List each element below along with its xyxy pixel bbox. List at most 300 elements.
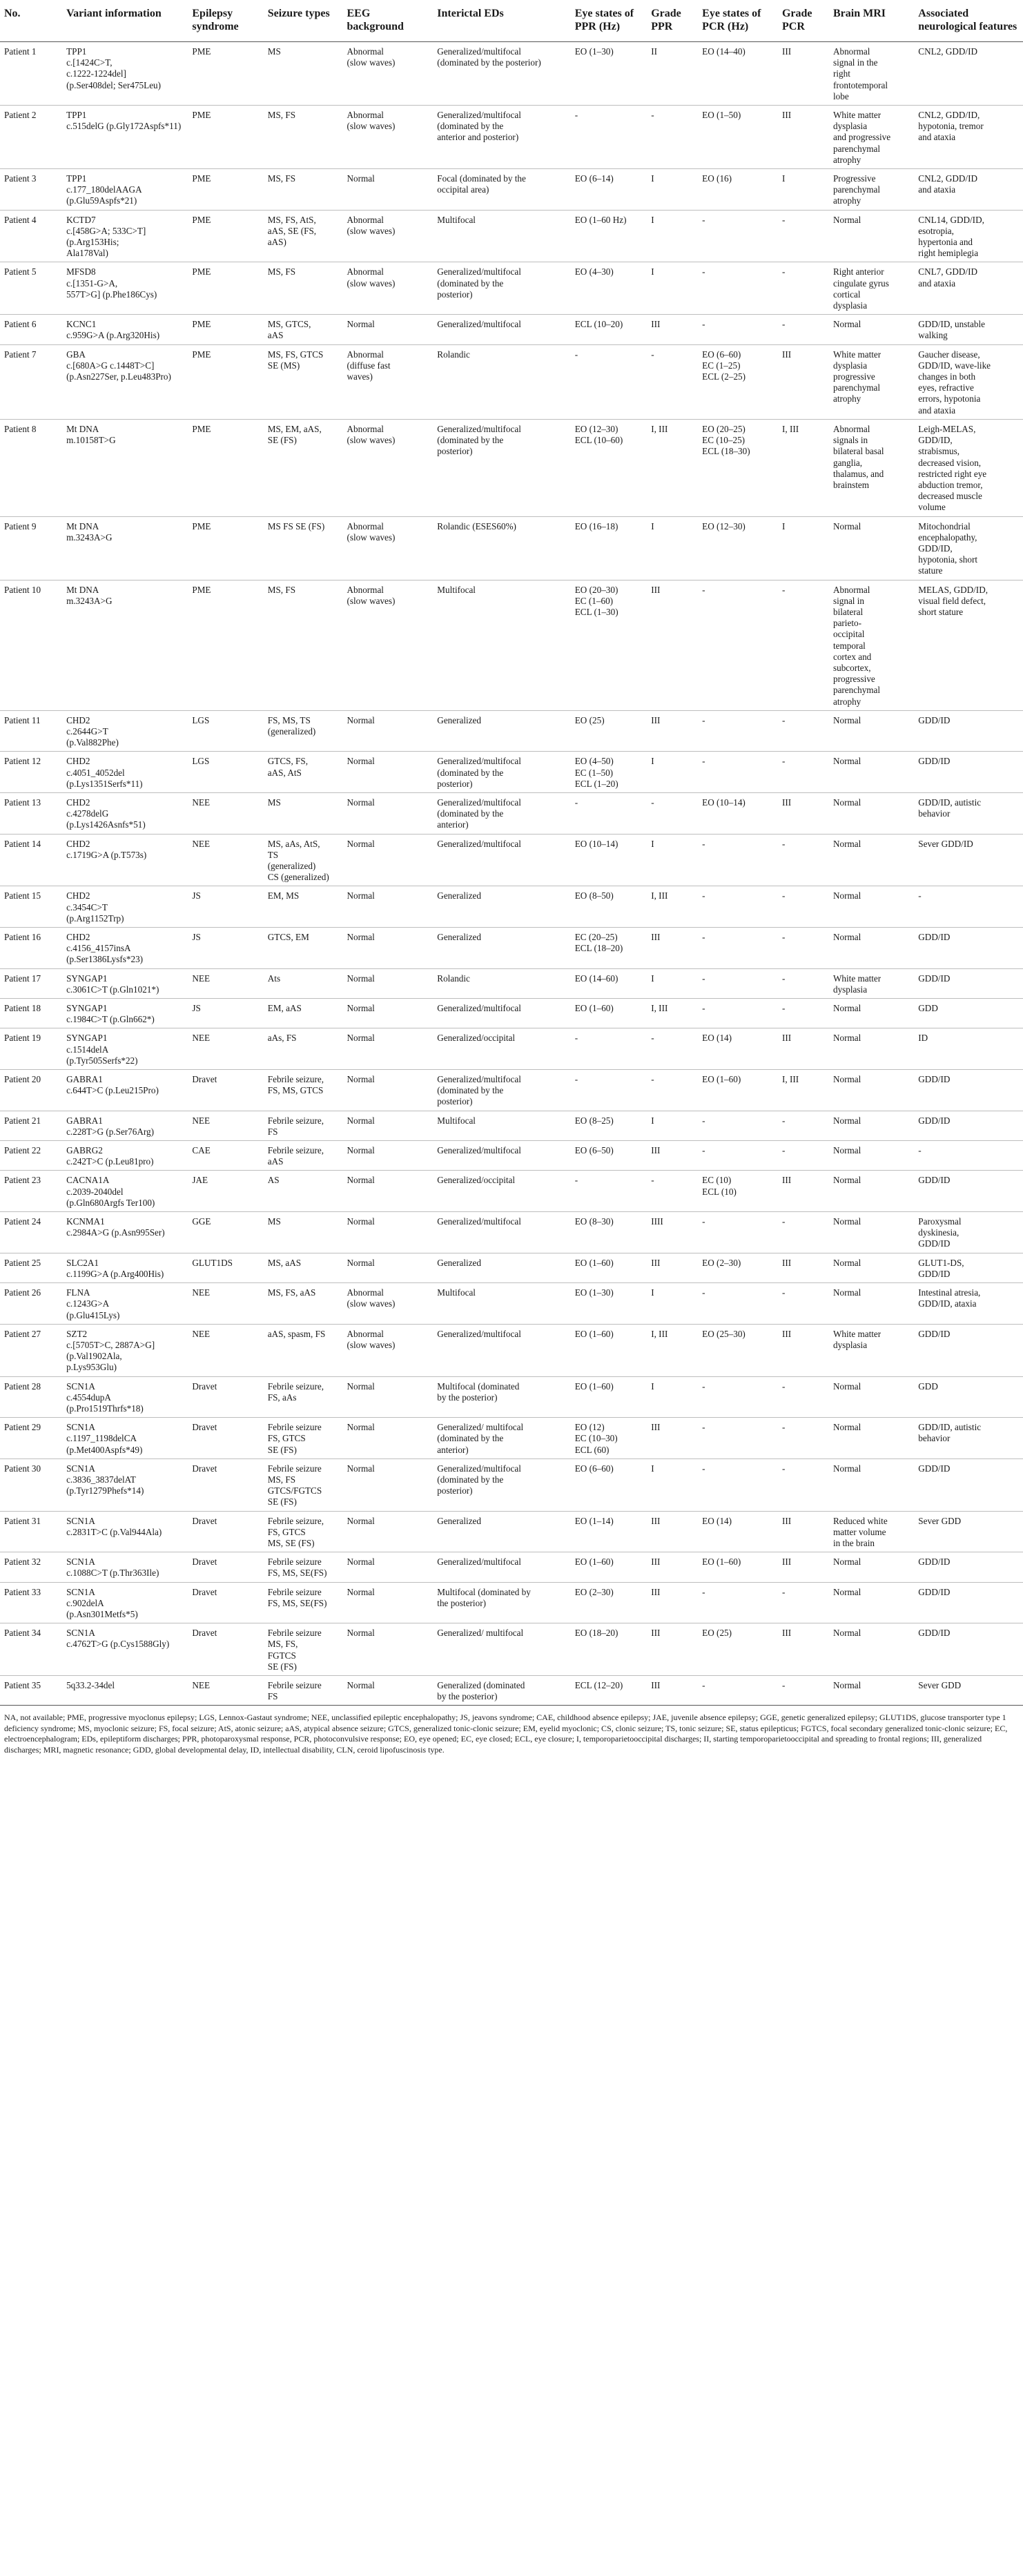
column-header: Associated neurological features [914, 0, 1023, 42]
table-cell: EO (1–60 Hz) [571, 210, 647, 262]
table-cell: MS, EM, aAS, SE (FS) [264, 419, 343, 516]
table-row [0, 1253, 1023, 1282]
table-cell: MS, FS [264, 580, 343, 710]
table-cell: I [647, 834, 698, 886]
table-cell: - [778, 1212, 829, 1253]
table-cell: - [647, 344, 698, 419]
table-cell: CHD2 c.4051_4052del (p.Lys1351Serfs*11) [62, 752, 188, 793]
table-cell: Normal [829, 1458, 914, 1511]
table-cell: - [698, 1111, 778, 1140]
table-cell: Normal [342, 1070, 433, 1111]
table-cell: Normal [342, 710, 433, 752]
table-cell: EO (14–60) [571, 968, 647, 998]
table-cell: Normal [342, 752, 433, 793]
table-cell: Normal [829, 1675, 914, 1705]
table-cell: Normal [342, 968, 433, 998]
table-cell: Generalized/multifocal (dominated by the posterior) [433, 1458, 570, 1511]
table-cell: - [698, 752, 778, 793]
table-cell: TPP1 c.515delG (p.Gly172Aspfs*11) [62, 106, 188, 169]
table-cell: NEE [188, 1283, 263, 1325]
table-cell: GBA c.[680A>G c.1448T>C] (p.Asn227Ser, p.Leu483Pro) [62, 344, 188, 419]
table-cell: Generalized [433, 1511, 570, 1552]
table-cell: I [647, 752, 698, 793]
table-cell: MS [264, 792, 343, 834]
table-cell: - [698, 262, 778, 315]
table-cell: GDD/ID [914, 968, 1023, 998]
table-row [0, 1376, 1023, 1418]
table-cell: - [698, 999, 778, 1028]
table-cell: Normal [829, 710, 914, 752]
table-cell: I [647, 516, 698, 580]
table-cell: PME [188, 169, 263, 211]
table-cell: Febrile seizure FS [264, 1675, 343, 1705]
table-cell: SCN1A c.1088C>T (p.Thr363Ile) [62, 1552, 188, 1582]
table-cell: Patient 16 [0, 928, 62, 969]
table-cell: Patient 17 [0, 968, 62, 998]
table-cell: EM, MS [264, 886, 343, 928]
table-cell: - [698, 1376, 778, 1418]
column-header: Epilepsy syndrome [188, 0, 263, 42]
table-cell: MS, GTCS, aAS [264, 315, 343, 344]
table-cell: - [778, 1582, 829, 1623]
table-cell: Intestinal atresia, GDD/ID, ataxia [914, 1283, 1023, 1325]
table-cell: Reduced white matter volume in the brain [829, 1511, 914, 1552]
table-cell: Patient 26 [0, 1283, 62, 1325]
table-cell: I [647, 169, 698, 211]
table-cell: Patient 5 [0, 262, 62, 315]
table-row [0, 516, 1023, 580]
table-cell: I [647, 262, 698, 315]
table-cell: Patient 23 [0, 1171, 62, 1212]
table-cell: Generalized/occipital [433, 1028, 570, 1070]
table-cell: EO (16) [698, 169, 778, 211]
table-cell: CNL7, GDD/ID and ataxia [914, 262, 1023, 315]
table-cell: Abnormal (slow waves) [342, 1324, 433, 1376]
table-cell: I, III [647, 886, 698, 928]
table-row [0, 1171, 1023, 1212]
table-row [0, 1458, 1023, 1511]
table-cell: LGS [188, 710, 263, 752]
table-cell: Dravet [188, 1623, 263, 1676]
table-cell: Multifocal (dominated by the posterior) [433, 1582, 570, 1623]
table-cell: - [698, 1418, 778, 1459]
table-cell: EO (8–50) [571, 886, 647, 928]
table-cell: Normal [829, 516, 914, 580]
table-cell: GDD [914, 1376, 1023, 1418]
table-cell: Patient 25 [0, 1253, 62, 1282]
table-cell: - [647, 792, 698, 834]
table-cell: GTCS, EM [264, 928, 343, 969]
table-cell: Dravet [188, 1376, 263, 1418]
table-cell: SCN1A c.3836_3837delAT (p.Tyr1279Phefs*14) [62, 1458, 188, 1511]
table-cell: EO (18–20) [571, 1623, 647, 1676]
table-cell: Patient 15 [0, 886, 62, 928]
table-cell: Generalized [433, 710, 570, 752]
table-cell: GDD/ID [914, 1171, 1023, 1212]
table-cell: - [571, 1028, 647, 1070]
table-cell: White matter dysplasia [829, 1324, 914, 1376]
table-cell: Normal [342, 999, 433, 1028]
table-cell: - [647, 1070, 698, 1111]
table-cell: EO (1–50) [698, 106, 778, 169]
table-row [0, 886, 1023, 928]
table-cell: KCTD7 c.[458G>A; 533C>T] (p.Arg153His; Ala178Val) [62, 210, 188, 262]
table-cell: Patient 19 [0, 1028, 62, 1070]
table-cell: Normal [342, 792, 433, 834]
table-cell: Patient 35 [0, 1675, 62, 1705]
table-cell: GDD [914, 999, 1023, 1028]
table-cell: NEE [188, 1028, 263, 1070]
table-cell: CNL2, GDD/ID [914, 42, 1023, 106]
table-cell: Patient 27 [0, 1324, 62, 1376]
table-cell: - [698, 1458, 778, 1511]
table-cell: Febrile seizure, FS [264, 1111, 343, 1140]
table-cell: Normal [829, 1141, 914, 1171]
table-cell: I, III [778, 419, 829, 516]
table-cell: White matter dysplasia and progressive parenchymal atrophy [829, 106, 914, 169]
table-cell: Abnormal (slow waves) [342, 1283, 433, 1325]
table-cell: II [647, 42, 698, 106]
table-cell: MS, aAS [264, 1253, 343, 1282]
table-cell: III [647, 1675, 698, 1705]
table-row [0, 1283, 1023, 1325]
table-cell: EO (20–30) EC (1–60) ECL (1–30) [571, 580, 647, 710]
table-cell: MS [264, 42, 343, 106]
table-row [0, 106, 1023, 169]
table-cell: SLC2A1 c.1199G>A (p.Arg400His) [62, 1253, 188, 1282]
table-cell: I [647, 968, 698, 998]
table-cell: Abnormal (slow waves) [342, 42, 433, 106]
table-cell: GABRA1 c.644T>C (p.Leu215Pro) [62, 1070, 188, 1111]
table-footnote: NA, not available; PME, progressive myoclonus epilepsy; LGS, Lennox-Gastaut syndrome; NEE, unclassified epileptic encephalopathy; JS, jeavons syndrome; CAE, childhood absence epilepsy; JAE, juvenile absence epilepsy; GGE, genetic generalized epilepsy; GLUT1DS, glucose transporter type 1 deficiency syndrome; MS, myoclonic seizure; FS, focal seizure; AtS, atonic seizure; aAS, atypical absence seizure; GTCS, generalized tonic-clonic seizure; EM, eyelid myoclonic; CS, clonic seizure; TS, tonic seizure; SE, status epilepticus; FGTCS, focal secondary generalized tonic-clonic seizure; EC, electroencephalogram; EDs, epileptiform discharges; PPR, photoparoxysmal response, PCR, photoconvulsive response; EO, eye opened; EC, eye closed; ECL, eye closure; I, temporoparietooccipital discharges; II, starting temporoparietooccipital and spreading to frontal regions; III, generalized discharges; MRI, magnetic resonance; GDD, global developmental delay, ID, intellectual disability, CLN, ceroid lipofuscinosis type. [4, 1713, 1008, 1755]
table-cell: Patient 34 [0, 1623, 62, 1676]
table-cell: Patient 20 [0, 1070, 62, 1111]
table-cell: Normal [342, 886, 433, 928]
table-cell: NEE [188, 1675, 263, 1705]
table-row [0, 419, 1023, 516]
table-cell: GDD/ID [914, 1458, 1023, 1511]
table-cell: GDD/ID [914, 1623, 1023, 1676]
table-cell: III [647, 1623, 698, 1676]
table-cell: Normal [342, 1111, 433, 1140]
table-cell: - [698, 928, 778, 969]
table-cell: Normal [829, 315, 914, 344]
table-row [0, 42, 1023, 106]
table-row [0, 752, 1023, 793]
table-cell: I [647, 1111, 698, 1140]
table-cell: III [778, 1171, 829, 1212]
table-cell: Normal [829, 1212, 914, 1253]
table-cell: Generalized/ multifocal [433, 1623, 570, 1676]
table-cell: Patient 2 [0, 106, 62, 169]
table-cell: - [698, 834, 778, 886]
column-header: Grade PPR [647, 0, 698, 42]
table-cell: III [647, 1418, 698, 1459]
table-cell: CAE [188, 1141, 263, 1171]
table-cell: AS [264, 1171, 343, 1212]
table-cell: Abnormal signal in bilateral parieto- occipital temporal cortex and subcortex, progressive parenchymal atrophy [829, 580, 914, 710]
column-header: Interictal EDs [433, 0, 570, 42]
table-cell: Normal [829, 1283, 914, 1325]
table-cell: III [647, 1511, 698, 1552]
table-cell: Normal [829, 886, 914, 928]
table-cell: III [778, 106, 829, 169]
table-cell: JS [188, 999, 263, 1028]
table-cell: Patient 9 [0, 516, 62, 580]
table-cell: Generalized/multifocal [433, 834, 570, 886]
column-header: Brain MRI [829, 0, 914, 42]
table-cell: EO (6–50) [571, 1141, 647, 1171]
table-cell: GLUT1DS [188, 1253, 263, 1282]
table-cell: Normal [829, 1582, 914, 1623]
table-cell: EO (1–60) [571, 1376, 647, 1418]
table-cell: NEE [188, 968, 263, 998]
table-cell: Rolandic [433, 968, 570, 998]
table-cell: - [778, 1418, 829, 1459]
table-cell: CNL14, GDD/ID, esotropia, hypertonia and right hemiplegia [914, 210, 1023, 262]
table-cell: Normal [342, 1458, 433, 1511]
table-cell: Febrile seizure MS, FS GTCS/FGTCS SE (FS) [264, 1458, 343, 1511]
column-header: Eye states of PCR (Hz) [698, 0, 778, 42]
table-cell: Patient 32 [0, 1552, 62, 1582]
table-cell: Abnormal (slow waves) [342, 419, 433, 516]
table-cell: - [571, 1070, 647, 1111]
table-cell: PME [188, 344, 263, 419]
table-cell: Patient 14 [0, 834, 62, 886]
table-cell: SCN1A c.2831T>C (p.Val944Ala) [62, 1511, 188, 1552]
table-cell: JAE [188, 1171, 263, 1212]
table-cell: GDD/ID [914, 1324, 1023, 1376]
table-cell: MS, FS [264, 169, 343, 211]
table-cell: EO (25) [698, 1623, 778, 1676]
table-cell: III [778, 792, 829, 834]
table-cell: Rolandic [433, 344, 570, 419]
table-cell: Febrile seizure, FS, MS, GTCS [264, 1070, 343, 1111]
table-cell: Generalized [433, 1253, 570, 1282]
table-row [0, 1070, 1023, 1111]
table-cell: - [778, 1376, 829, 1418]
table-cell: III [647, 580, 698, 710]
table-cell: Multifocal [433, 580, 570, 710]
table-cell: JS [188, 886, 263, 928]
table-cell: - [778, 1675, 829, 1705]
table-row [0, 1582, 1023, 1623]
table-cell: EO (4–30) [571, 262, 647, 315]
table-cell: Sever GDD [914, 1511, 1023, 1552]
table-cell: Ats [264, 968, 343, 998]
table-cell: EO (10–14) [571, 834, 647, 886]
table-cell: CHD2 c.1719G>A (p.T573s) [62, 834, 188, 886]
table-row [0, 710, 1023, 752]
table-cell: PME [188, 106, 263, 169]
table-cell: - [778, 886, 829, 928]
table-cell: EO (10–14) [698, 792, 778, 834]
table-cell: I, III [647, 1324, 698, 1376]
table-cell: MS, FS [264, 106, 343, 169]
table-cell: Generalized/multifocal (dominated by the posterior) [433, 42, 570, 106]
table-cell: - [914, 1141, 1023, 1171]
table-cell: - [778, 315, 829, 344]
table-cell: Abnormal signal in the right frontotemporal lobe [829, 42, 914, 106]
column-header: EEG background [342, 0, 433, 42]
table-cell: GDD/ID, autistic behavior [914, 1418, 1023, 1459]
table-cell: Patient 29 [0, 1418, 62, 1459]
table-cell: - [698, 580, 778, 710]
table-row [0, 262, 1023, 315]
table-cell: EO (14) [698, 1028, 778, 1070]
table-cell: - [698, 968, 778, 998]
table-cell: GDD/ID [914, 1070, 1023, 1111]
table-cell: GTCS, FS, aAS, AtS [264, 752, 343, 793]
table-cell: - [571, 106, 647, 169]
table-cell: 5q33.2-34del [62, 1675, 188, 1705]
table-row [0, 580, 1023, 710]
table-cell: EO (12) EC (10–30) ECL (60) [571, 1418, 647, 1459]
table-cell: III [647, 1552, 698, 1582]
table-cell: Generalized/multifocal [433, 1324, 570, 1376]
table-cell: NEE [188, 792, 263, 834]
table-cell: MS, FS [264, 262, 343, 315]
table-cell: EO (1–60) [571, 1552, 647, 1582]
table-cell: Mitochondrial encephalopathy, GDD/ID, hypotonia, short stature [914, 516, 1023, 580]
table-cell: EO (1–14) [571, 1511, 647, 1552]
table-cell: III [778, 1552, 829, 1582]
table-cell: Abnormal (slow waves) [342, 516, 433, 580]
table-cell: III [647, 1253, 698, 1282]
table-cell: Febrile seizure, FS, aAs [264, 1376, 343, 1418]
table-cell: - [571, 344, 647, 419]
table-cell: - [698, 1141, 778, 1171]
table-cell: I [778, 169, 829, 211]
table-cell: Focal (dominated by the occipital area) [433, 169, 570, 211]
table-cell: LGS [188, 752, 263, 793]
table-cell: GDD/ID [914, 928, 1023, 969]
table-cell: MS, FS, AtS, aAS, SE (FS, aAS) [264, 210, 343, 262]
table-cell: Febrile seizure, aAS [264, 1141, 343, 1171]
table-cell: I, III [647, 419, 698, 516]
table-cell: Normal [342, 1582, 433, 1623]
table-row [0, 1552, 1023, 1582]
table-cell: GLUT1-DS, GDD/ID [914, 1253, 1023, 1282]
table-cell: Progressive parenchymal atrophy [829, 169, 914, 211]
table-cell: Febrile seizure FS, MS, SE(FS) [264, 1582, 343, 1623]
table-header [0, 0, 1023, 42]
table-cell: MS [264, 1212, 343, 1253]
table-cell: I, III [778, 1070, 829, 1111]
table-cell: EC (10) ECL (10) [698, 1171, 778, 1212]
table-cell: CHD2 c.3454C>T (p.Arg1152Trp) [62, 886, 188, 928]
table-cell: III [647, 928, 698, 969]
table-cell: EC (20–25) ECL (18–20) [571, 928, 647, 969]
table-cell: I, III [647, 999, 698, 1028]
table-cell: EO (6–60) [571, 1458, 647, 1511]
table-row [0, 315, 1023, 344]
table-cell: EO (12–30) [698, 516, 778, 580]
table-cell: Normal [342, 1253, 433, 1282]
table-cell: GABRG2 c.242T>C (p.Leu81pro) [62, 1141, 188, 1171]
table-cell: EO (12–30) ECL (10–60) [571, 419, 647, 516]
table-cell: EO (20–25) EC (10–25) ECL (18–30) [698, 419, 778, 516]
table-cell: III [778, 1253, 829, 1282]
table-cell: Generalized/multifocal [433, 999, 570, 1028]
table-cell: EO (6–14) [571, 169, 647, 211]
table-cell: - [778, 1141, 829, 1171]
table-cell: Normal [829, 1418, 914, 1459]
table-cell: Patient 13 [0, 792, 62, 834]
table-cell: Patient 33 [0, 1582, 62, 1623]
table-cell: Abnormal signals in bilateral basal ganglia, thalamus, and brainstem [829, 419, 914, 516]
table-cell: EO (8–30) [571, 1212, 647, 1253]
table-cell: I [778, 516, 829, 580]
table-cell: JS [188, 928, 263, 969]
table-cell: TPP1 c.[1424C>T, c.1222-1224del] (p.Ser408del; Ser475Leu) [62, 42, 188, 106]
table-cell: EO (14–40) [698, 42, 778, 106]
table-cell: Mt DNA m.3243A>G [62, 516, 188, 580]
table-cell: - [647, 1171, 698, 1212]
table-cell: Patient 21 [0, 1111, 62, 1140]
table-cell: Abnormal (diffuse fast waves) [342, 344, 433, 419]
table-cell: GDD/ID, unstable walking [914, 315, 1023, 344]
table-cell: Patient 18 [0, 999, 62, 1028]
table-row [0, 792, 1023, 834]
table-cell: Rolandic (ESES60%) [433, 516, 570, 580]
table-cell: PME [188, 419, 263, 516]
table-cell: Patient 30 [0, 1458, 62, 1511]
table-cell: - [914, 886, 1023, 928]
table-cell: EO (25) [571, 710, 647, 752]
table-cell: SYNGAP1 c.1514delA (p.Tyr505Serfs*22) [62, 1028, 188, 1070]
table-row [0, 1028, 1023, 1070]
table-cell: GGE [188, 1212, 263, 1253]
table-cell: Normal [829, 1376, 914, 1418]
table-cell: III [647, 315, 698, 344]
table-cell: - [778, 752, 829, 793]
table-cell: Patient 31 [0, 1511, 62, 1552]
table-cell: Dravet [188, 1418, 263, 1459]
table-cell: EO (16–18) [571, 516, 647, 580]
table-cell: Febrile seizure FS, GTCS SE (FS) [264, 1418, 343, 1459]
table-cell: Multifocal (dominated by the posterior) [433, 1376, 570, 1418]
table-cell: Mt DNA m.10158T>G [62, 419, 188, 516]
table-cell: Dravet [188, 1582, 263, 1623]
table-cell: ECL (10–20) [571, 315, 647, 344]
table-cell: NEE [188, 1324, 263, 1376]
table-cell: - [778, 999, 829, 1028]
table-cell: Right anterior cingulate gyrus cortical dysplasia [829, 262, 914, 315]
table-cell: Dravet [188, 1070, 263, 1111]
table-cell: FS, MS, TS (generalized) [264, 710, 343, 752]
table-cell: ID [914, 1028, 1023, 1070]
column-header: Eye states of PPR (Hz) [571, 0, 647, 42]
table-cell: GDD/ID [914, 710, 1023, 752]
table-cell: Abnormal (slow waves) [342, 262, 433, 315]
table-cell: Generalized/multifocal (dominated by the posterior) [433, 419, 570, 516]
table-cell: Generalized/multifocal [433, 1212, 570, 1253]
table-cell: I [647, 1458, 698, 1511]
table-cell: Normal [829, 1253, 914, 1282]
table-cell: III [778, 1324, 829, 1376]
table-cell: White matter dysplasia [829, 968, 914, 998]
table-cell: Normal [342, 169, 433, 211]
table-cell: III [778, 1623, 829, 1676]
table-cell: NEE [188, 1111, 263, 1140]
table-cell: Patient 3 [0, 169, 62, 211]
table-cell: Patient 11 [0, 710, 62, 752]
table-cell: ECL (12–20) [571, 1675, 647, 1705]
table-cell: Normal [829, 792, 914, 834]
table-cell: GDD/ID [914, 1111, 1023, 1140]
table-cell: Normal [342, 1511, 433, 1552]
